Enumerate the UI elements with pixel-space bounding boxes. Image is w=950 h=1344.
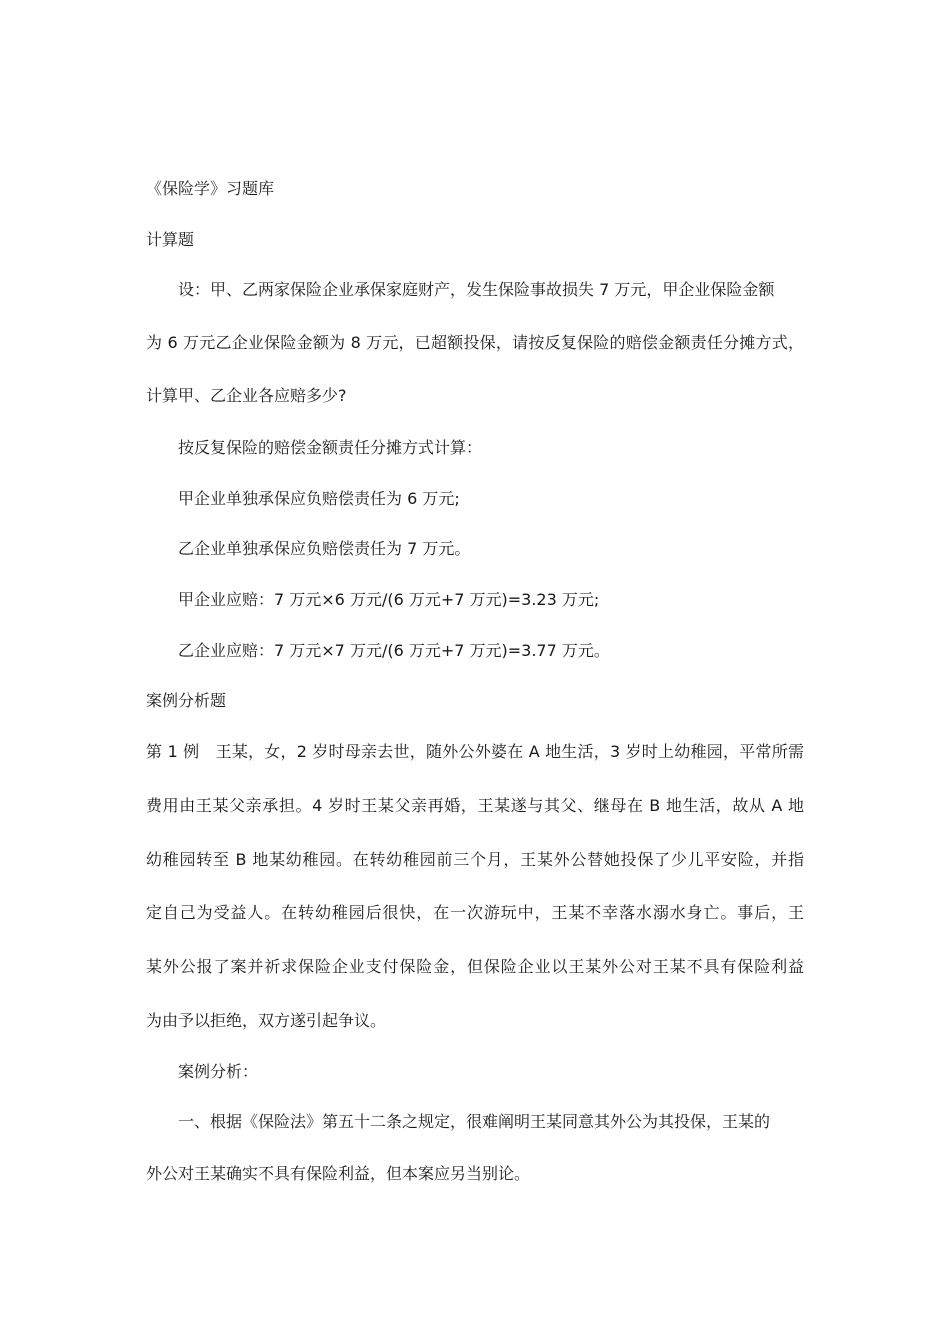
analysis-line: 一、根据《保险法》第五十二条之规定，很难阐明王某同意其外公为其投保，王某的 [178, 1112, 771, 1131]
solution-step: 甲企业单独承保应负赔偿责任为 6 万元; [178, 489, 460, 508]
case-text-line: 为由予以拒绝，双方遂引起争议。 [146, 1011, 387, 1030]
analysis-heading: 案例分析： [178, 1062, 259, 1081]
case-text-line: 定自己为受益人。在转幼稚园后很快，在一次游玩中，王某不幸落水溺水身亡。事后，王 [146, 903, 804, 922]
document-title: 《保险学》习题库 [146, 179, 275, 198]
case-text-line: 费用由王某父亲承担。4 岁时王某父亲再婚，王某遂与其父、继母在 B 地生活，故从 A 地 [146, 796, 804, 815]
problem-line: 计算甲、乙企业各应赔多少? [146, 386, 347, 405]
solution-step: 乙企业应赔：7 万元×7 万元/(6 万元+7 万元)=3.77 万元。 [178, 641, 610, 660]
case-text-line: 幼稚园转至 B 地某幼稚园。在转幼稚园前三个月，王某外公替她投保了少儿平安险，并指 [146, 850, 804, 869]
solution-step: 甲企业应赔：7 万元×6 万元/(6 万元+7 万元)=3.23 万元; [178, 590, 600, 609]
solution-step: 乙企业单独承保应负赔偿责任为 7 万元。 [178, 539, 471, 558]
section-heading-calculation: 计算题 [146, 230, 195, 249]
case-text-line: 第 1 例 王某，女，2 岁时母亲去世，随外公外婆在 A 地生活，3 岁时上幼稚园，平常所需 [146, 742, 804, 761]
solution-intro: 按反复保险的赔偿金额责任分摊方式计算： [178, 438, 483, 457]
section-heading-case-analysis: 案例分析题 [146, 691, 227, 710]
problem-line: 为 6 万元乙企业保险金额为 8 万元，已超额投保，请按反复保险的赔偿金额责任分摊方式， [146, 333, 804, 352]
analysis-line: 外公对王某确实不具有保险利益，但本案应另当别论。 [146, 1164, 531, 1183]
problem-line: 设：甲、乙两家保险企业承保家庭财产，发生保险事故损失 7 万元，甲企业保险金额 [178, 280, 775, 299]
case-text-line: 某外公报了案并祈求保险企业支付保险金，但保险企业以王某外公对王某不具有保险利益 [146, 957, 804, 976]
